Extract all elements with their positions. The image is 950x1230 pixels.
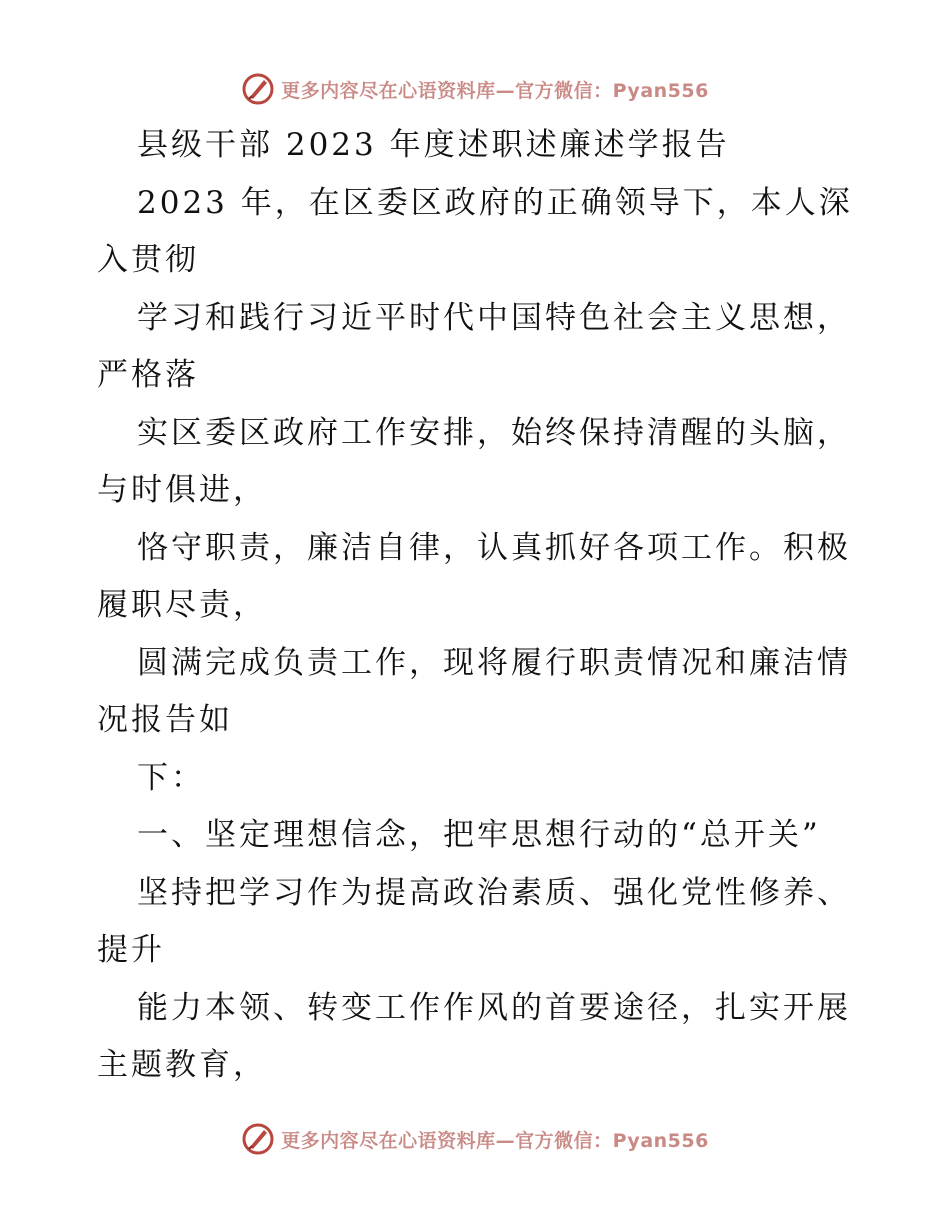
paragraph-line: 圆满完成负责工作，现将履行职责情况和廉洁情 — [137, 644, 851, 681]
paragraph-line: 严格落 — [97, 357, 199, 393]
paragraph-line: 2023 年，在区委区政府的正确领导下，本人深 — [137, 184, 853, 221]
paragraph-line: 实区委区政府工作安排，始终保持清醒的头脑， — [137, 414, 851, 451]
paragraph-line: 提升 — [97, 932, 165, 968]
paragraph-line: 入贯彻 — [97, 242, 199, 278]
paragraph-line: 与时俱进， — [97, 472, 267, 508]
paragraph-line: 履职尽责， — [97, 587, 267, 623]
paragraph-line: 恪守职责，廉洁自律，认真抓好各项工作。积极 — [137, 529, 851, 566]
paragraph-line: 主题教育， — [97, 1047, 267, 1083]
paragraph-line: 况报告如 — [97, 702, 233, 738]
paragraph-line: 能力本领、转变工作作风的首要途径，扎实开展 — [137, 989, 851, 1026]
watermark-text: 更多内容尽在心语资料库—官方微信：Pyan556 — [281, 1129, 709, 1152]
paragraph-line: 坚持把学习作为提高政治素质、强化党性修养、 — [137, 874, 851, 911]
quill-pen-logo-icon — [241, 1122, 275, 1156]
document-title: 县级干部 2023 年度述职述廉述学报告 — [137, 127, 730, 163]
paragraph-line: 下： — [137, 759, 205, 796]
watermark-banner-bottom — [0, 1122, 950, 1156]
paragraph-line: 学习和践行习近平时代中国特色社会主义思想， — [137, 299, 851, 336]
quill-pen-logo-icon — [241, 72, 275, 106]
watermark-banner-top — [0, 72, 950, 106]
section-heading: 一、坚定理想信念，把牢思想行动的“总开关” — [137, 817, 821, 853]
document-body — [97, 117, 857, 1095]
watermark-text: 更多内容尽在心语资料库—官方微信：Pyan556 — [281, 79, 709, 102]
